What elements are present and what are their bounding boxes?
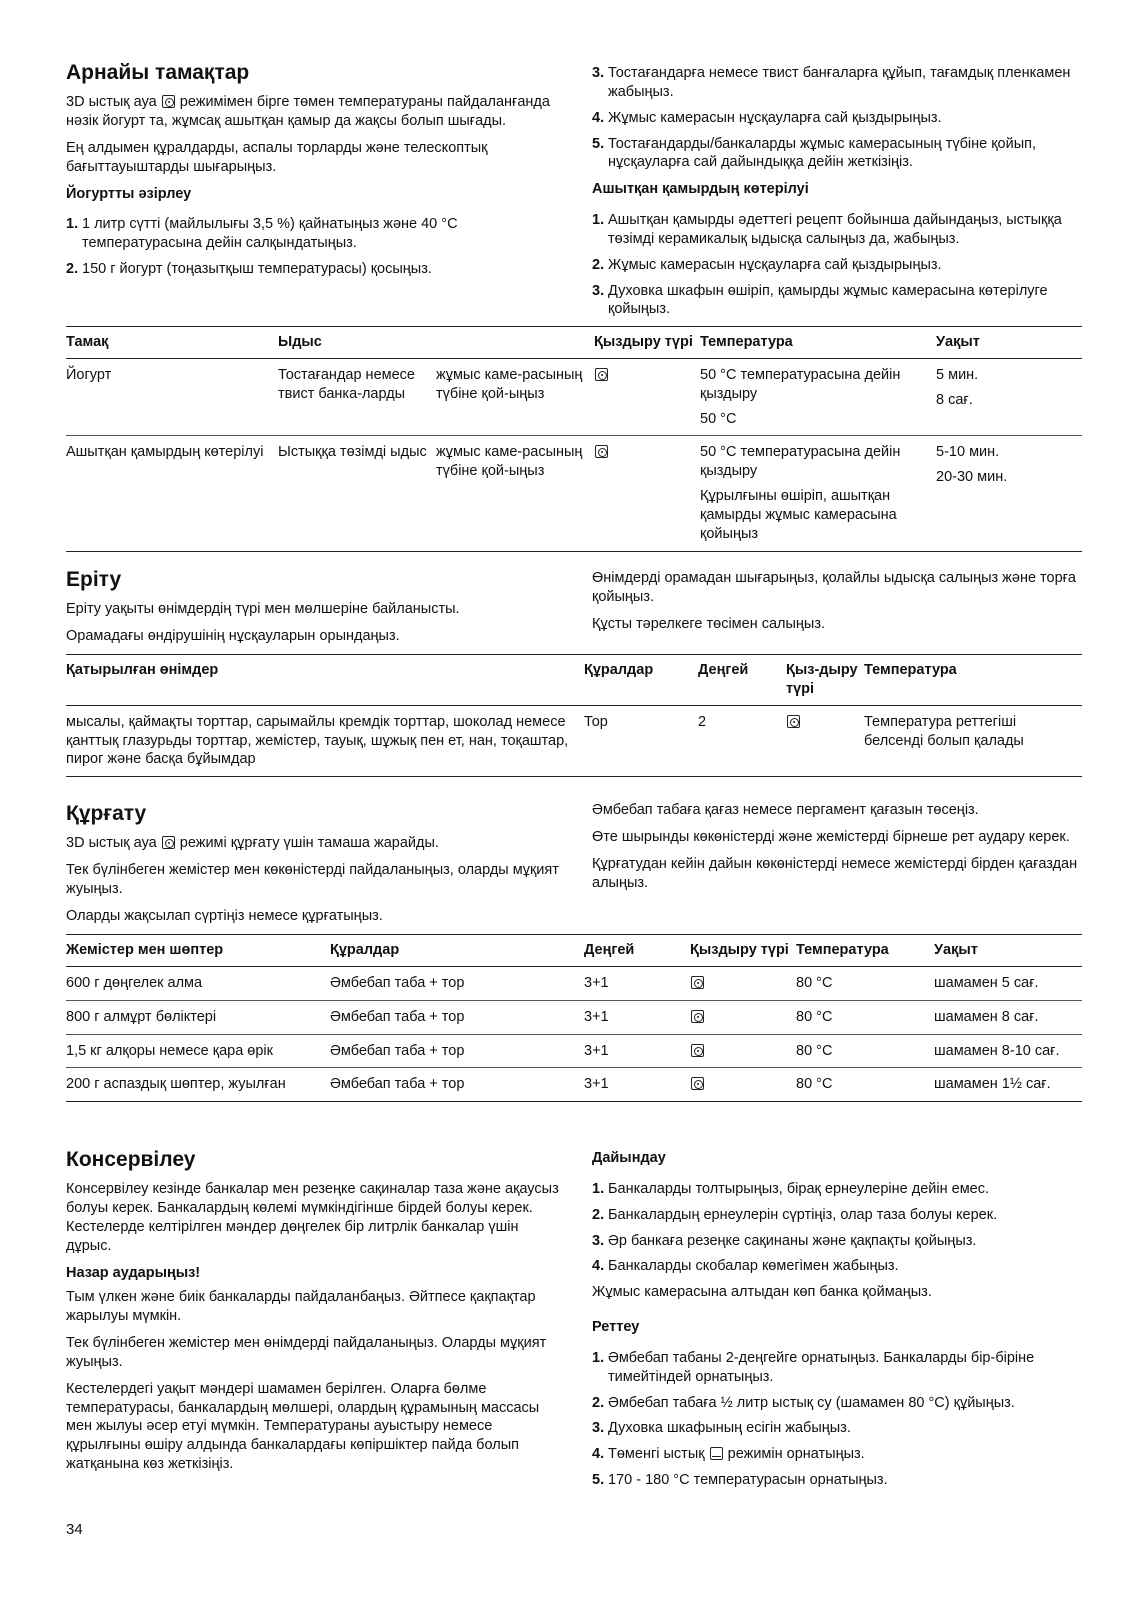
list-item: 5. 170 - 180 °C температурасын орнатыңыз. xyxy=(592,1472,888,1489)
table-header-row: Тамақ Ыдыс Қыздыру түрі Температура Уақыт xyxy=(66,327,1082,359)
list-item: 4. Жұмыс камерасын нұсқауларға сай қыздырыңыз. xyxy=(592,109,942,126)
preserve-title: Консервілеу xyxy=(66,1148,196,1171)
list-item: 1. Әмбебап табаны 2-деңгейге орнатыңыз. Банкаларды бір-біріне тимейтіндей орнатыңыз. xyxy=(592,1349,1035,1385)
list-item: 1. Банкаларды толтырыңыз, бірақ ернеулеріне дейін емес. xyxy=(592,1180,990,1197)
dry-title: Құрғату xyxy=(66,802,147,825)
list-item: 3. Тостағандарға немесе твист банғаларға құйып, тағамдық пленкамен жабыңыз. xyxy=(592,65,1071,100)
3d-hot-air-icon xyxy=(691,1044,704,1057)
table-row: мысалы, қаймақты торттар, сарымайлы кремдік торттар, шоколад немесе қанттық глазурьды торттар, жемістер, тауық, шұжық пен ет, нан, тоқаштар, пирог және басқа бұйымдар Тор 2 Температура реттегіші белсенді болып қалады xyxy=(66,705,1082,777)
preserve-section xyxy=(66,1147,1082,1507)
table-header-row: Жемістер мен шөптер Құралдар Деңгей Қыздыру түрі Температура Уақыт xyxy=(66,935,1082,967)
3d-hot-air-icon xyxy=(691,1010,704,1023)
special-left-column xyxy=(66,60,561,286)
preserve-left-column: Консервілеу Консервілеу кезінде банкалар мен резеңке сақиналар таза және ақаусыз болуы керек. Банкалардың көлемі мүмкіндігінше бірдей болуы керек. Кестелерде келтірілген мәндер дөңгелек бір литрлік банкалар үшін дұрыс. Назар аударыңыз! Тым үлкен және биік банкаларды пайдаланбаңыз. Әйтпесе қақпақтар жарылуы мүмкін. Тек бүлінбеген жемістер мен өнімдерді пайдаланыңыз. Оларды мұқият жуыңыз. Кестелердегі уақыт мәндері шамамен берілген. Оларға бөлме температурасы, банкалардың мөлшері, олардың құрамының массасы мен жылуы әсер етуі мүмкін. Температураны ауыстыру немесе құрылғыны өшіру алдында банкалардағы көпіршіктер пайда болып жатқанына көз жеткізіңіз. xyxy=(66,1147,561,1482)
list-item: 1. 1 литр сүтті (майлылығы 3,5 %) қайнатыңыз және 40 °C температурасына дейін салқындатыңыз. xyxy=(66,216,458,252)
yogurt-steps xyxy=(66,215,561,279)
list-item: 2. Әмбебап табаға ½ литр ыстық су (шамамен 80 °C) құйыңыз. xyxy=(592,1394,1015,1411)
3d-hot-air-icon xyxy=(595,368,608,381)
table-row: 1,5 кг алқоры немесе қара өрік Әмбебап таба + тор 3+1 80 °C шамамен 8-10 сағ. xyxy=(66,1034,1082,1068)
special-intro: 3D ыстық ауа режимімен бірге төмен температураны пайдаланғанда нәзік йогурт та, жұмсақ ашытқан қамыр да жақсы болып шығады. xyxy=(66,94,550,130)
dry-section xyxy=(66,801,1082,931)
3d-hot-air-icon xyxy=(595,445,608,458)
list-item: 4. Төменгі ыстық режимін орнатыңыз. xyxy=(592,1446,865,1463)
special-remove-accessories: Ең алдымен құралдарды, аспалы торларды және телескоптық бағыттауыштарды шығарыңыз. xyxy=(66,139,488,175)
3d-hot-air-icon xyxy=(787,715,800,728)
adjust-heading: Реттеу xyxy=(592,1319,640,1336)
special-dishes-section xyxy=(66,60,1082,330)
dry-right-column: Әмбебап табаға қағаз немесе пергамент қағазын төсеңіз. Өте шырынды көкөністерді және жемістерді бірнеше рет аудару керек. Құрғатудан кейін дайын көкөністерді немесе жемістерді бірден қағаздан алыңыз. xyxy=(592,802,1078,891)
table-row: Йогурт Тостағандар немесе твист банка-ларды жұмыс каме-расының түбіне қой-ыңыз 50 °C температурасына дейін қыздыру 50 °C 5 мин. 8 сағ. xyxy=(66,358,1082,436)
list-item: 5. Тостағандарды/банкаларды жұмыс камерасының түбіне қойып, нұсқауларға сай дайындыққа дейін жеткізіңіз. xyxy=(592,135,1037,171)
dry-table xyxy=(66,934,1082,1102)
list-item: 2. 150 г йогурт (тоңазытқыш температурасы) қосыңыз. xyxy=(66,261,432,278)
special-right-column xyxy=(592,64,1087,326)
list-item: 1. Ашытқан қамырды әдеттегі рецепт бойынша дайындаңыз, ыстыққа төзімді керамикалық ыдысқа салыңыз да, жабыңыз. xyxy=(592,212,1062,247)
table-row: 200 г аспаздық шөптер, жуылған Әмбебап таба + тор 3+1 80 °C шамамен 1½ сағ. xyxy=(66,1068,1082,1102)
special-title: Арнайы тамақтар xyxy=(66,61,250,84)
table-row: 600 г дөңгелек алма Әмбебап таба + тор 3+1 80 °C шамамен 5 сағ. xyxy=(66,966,1082,1000)
list-item: 2. Жұмыс камерасын нұсқауларға сай қыздырыңыз. xyxy=(592,256,942,273)
3d-hot-air-icon xyxy=(162,95,175,108)
prep-heading: Дайындау xyxy=(592,1150,666,1166)
thaw-right-column: Өнімдерді орамадан шығарыңыз, қолайлы ыдысқа салыңыз және торға қойыңыз. Құсты тәрелкеге төсімен салыңыз. xyxy=(592,570,1077,632)
dry-left-column: Құрғату 3D ыстық ауа режимі құрғату үшін тамаша жарайды. Тек бүлінбеген жемістер мен көкөністерді пайдаланыңыз, оларды мұқият жуыңыз. Оларды жақсылап сүртіңіз немесе құрғатыңыз. xyxy=(66,801,561,934)
list-item: 3. Әр банкаға резеңке сақинаны және қақпақты қойыңыз. xyxy=(592,1232,977,1249)
3d-hot-air-icon xyxy=(162,836,175,849)
thaw-left-column: Еріту Еріту уақыты өнімдердің түрі мен мөлшеріне байланысты. Орамадағы өндірушінің нұсқауларын орындаңыз. xyxy=(66,567,561,654)
thaw-table xyxy=(66,654,1082,777)
thaw-title: Еріту xyxy=(66,568,122,591)
page-number: 34 xyxy=(66,1521,83,1538)
attention-heading: Назар аударыңыз! xyxy=(66,1264,201,1281)
yogurt-steps-cont xyxy=(592,64,1087,172)
list-item: 4. Банкаларды скобалар көмегімен жабыңыз. xyxy=(592,1258,899,1275)
dough-heading: Ашытқан қамырдың көтерілуі xyxy=(592,181,809,198)
special-table xyxy=(66,326,1082,552)
table-header-row: Қатырылған өнімдер Құралдар Деңгей Қыз-дыру түрі Температура xyxy=(66,655,1082,706)
preserve-right-column: Дайындау 1. Банкаларды толтырыңыз, бірақ ернеулеріне дейін емес. 2. Банкалардың ернеулерін сүртіңіз, олар таза болуы керек. 3. Әр банкаға резеңке сақинаны және қақпақты қойыңыз. 4. Банкаларды скобалар көмегімен жабыңыз. Жұмыс камерасына алтыдан көп банка қоймаңыз. Реттеу 1. Әмбебап табаны 2-деңгейге орнатыңыз. Банкаларды бір-біріне тимейтіндей орнатыңыз. 2. Әмбебап табаға ½ литр ыстық су (шамамен 80 °C) құйыңыз. 3. Духовка шкафының есігін жабыңыз. 4. Төменгі ыстық режимін орнатыңыз. 5. 170 - 180 °C температурасын орнатыңыз. xyxy=(592,1141,1087,1497)
list-item: 3. Духовка шкафының есігін жабыңыз. xyxy=(592,1420,851,1437)
3d-hot-air-icon xyxy=(691,1077,704,1090)
3d-hot-air-icon xyxy=(691,976,704,989)
adjust-steps xyxy=(592,1349,1087,1490)
dough-steps xyxy=(592,211,1087,319)
list-item: 3. Духовка шкафын өшіріп, қамырды жұмыс камерасына көтерілуге қойыңыз. xyxy=(592,282,1048,318)
table-row: Ашытқан қамырдың көтерілуі Ыстыққа төзімді ыдыс жұмыс каме-расының түбіне қой-ыңыз 50 °C температурасына дейін қыздыру Құрылғыны өшіріп, ашытқан қамырды жұмыс камерасына қойыңыз 5-10 мин. 20-30 мин. xyxy=(66,436,1082,551)
list-item: 2. Банкалардың ернеулерін сүртіңіз, олар таза болуы керек. xyxy=(592,1206,998,1223)
prep-steps xyxy=(592,1180,1087,1276)
yogurt-heading: Йогуртты әзірлеу xyxy=(66,185,192,202)
table-row: 800 г алмұрт бөліктері Әмбебап таба + тор 3+1 80 °C шамамен 8 сағ. xyxy=(66,1000,1082,1034)
bottom-heat-icon xyxy=(710,1447,723,1460)
thaw-section xyxy=(66,567,1082,657)
